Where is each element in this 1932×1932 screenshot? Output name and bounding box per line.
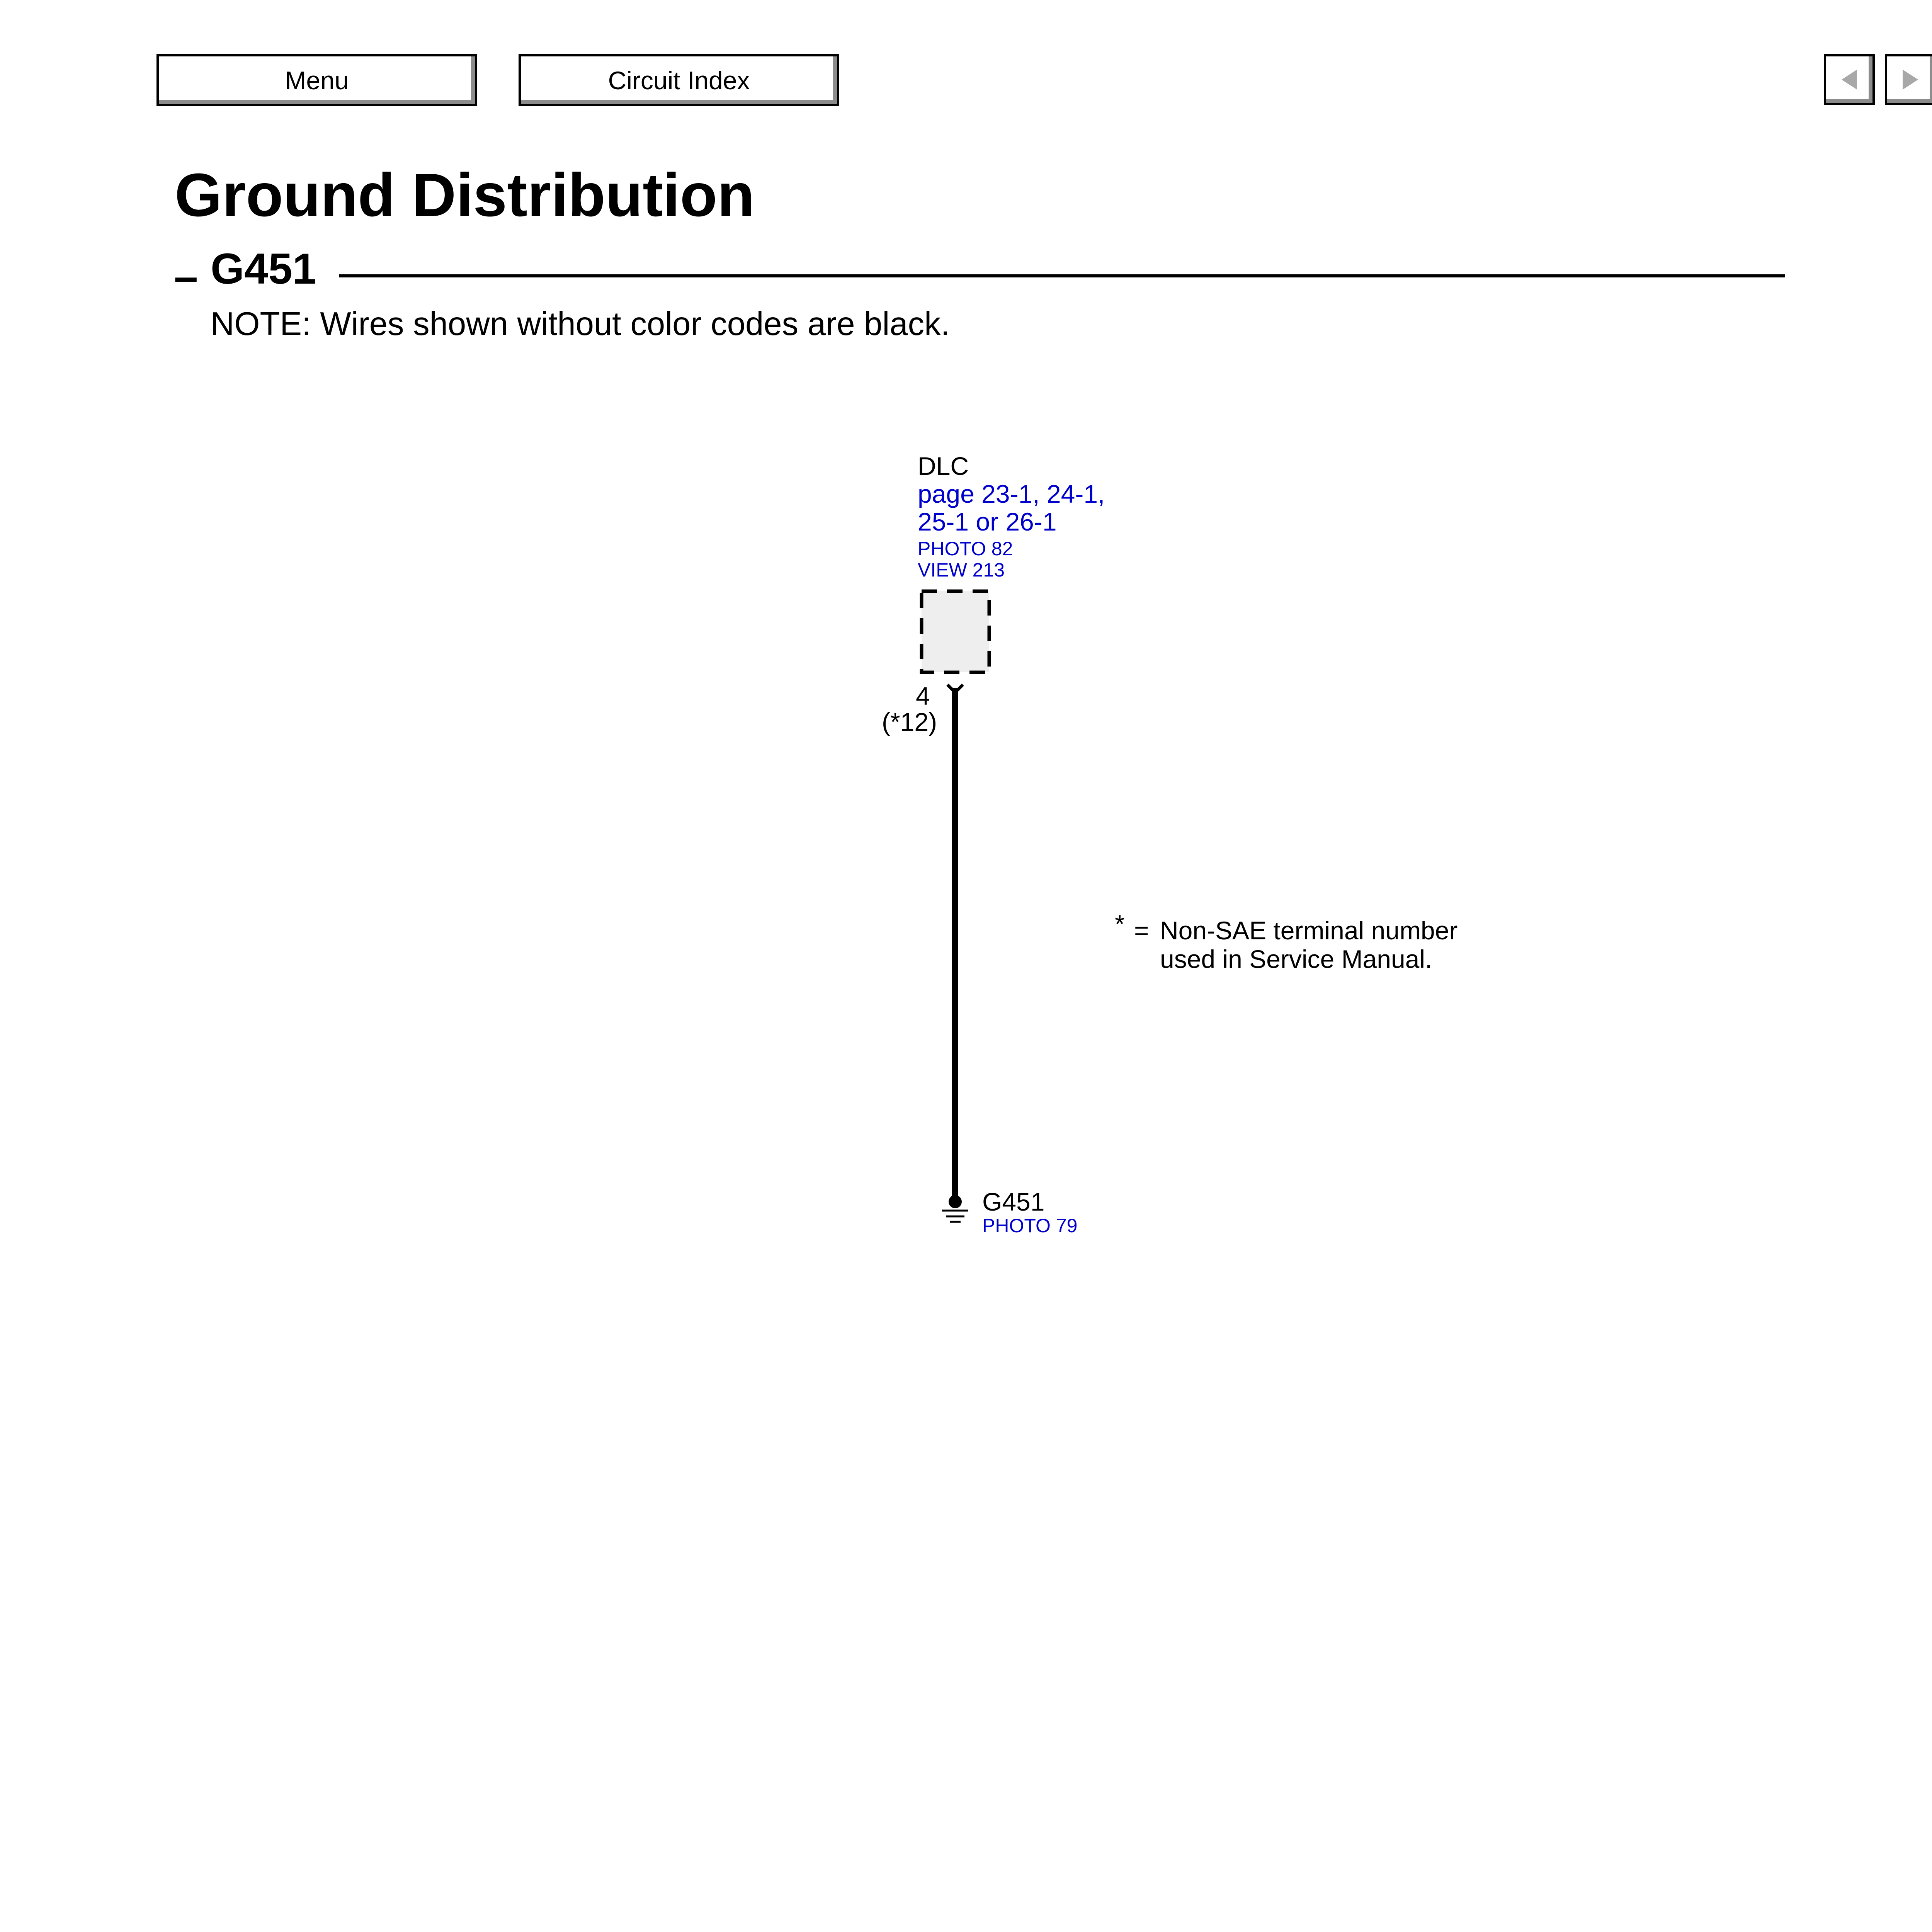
page-title: Ground Distribution: [175, 161, 755, 229]
legend-equals: =: [1134, 916, 1149, 945]
ground-name: G451: [982, 1187, 1045, 1216]
connector-page-ref-2[interactable]: 25-1 or 26-1: [918, 507, 1057, 536]
terminal-alt-number: (*12): [882, 707, 937, 736]
legend-line-1: Non-SAE terminal number: [1160, 916, 1458, 945]
wire-color-note: NOTE: Wires shown without color codes are black.: [211, 306, 950, 342]
legend-line-2: used in Service Manual.: [1160, 945, 1432, 973]
connector-view-link[interactable]: VIEW 213: [918, 559, 1005, 581]
section-dash: –: [174, 252, 198, 301]
ground-photo-link[interactable]: PHOTO 79: [982, 1215, 1078, 1236]
dlc-connector-box: [922, 591, 989, 672]
connector-page-ref-1[interactable]: page 23-1, 24-1,: [918, 480, 1105, 508]
connector-name: DLC: [918, 452, 969, 480]
terminal-number: 4: [916, 682, 930, 710]
legend-asterisk: *: [1115, 910, 1125, 938]
circuit-index-button-top[interactable]: Circuit Index: [519, 54, 839, 106]
section-id: G451: [211, 245, 316, 293]
ground-splice-dot: [949, 1195, 962, 1208]
connector-photo-link[interactable]: PHOTO 82: [918, 538, 1013, 560]
menu-button-top[interactable]: Menu: [156, 54, 477, 106]
